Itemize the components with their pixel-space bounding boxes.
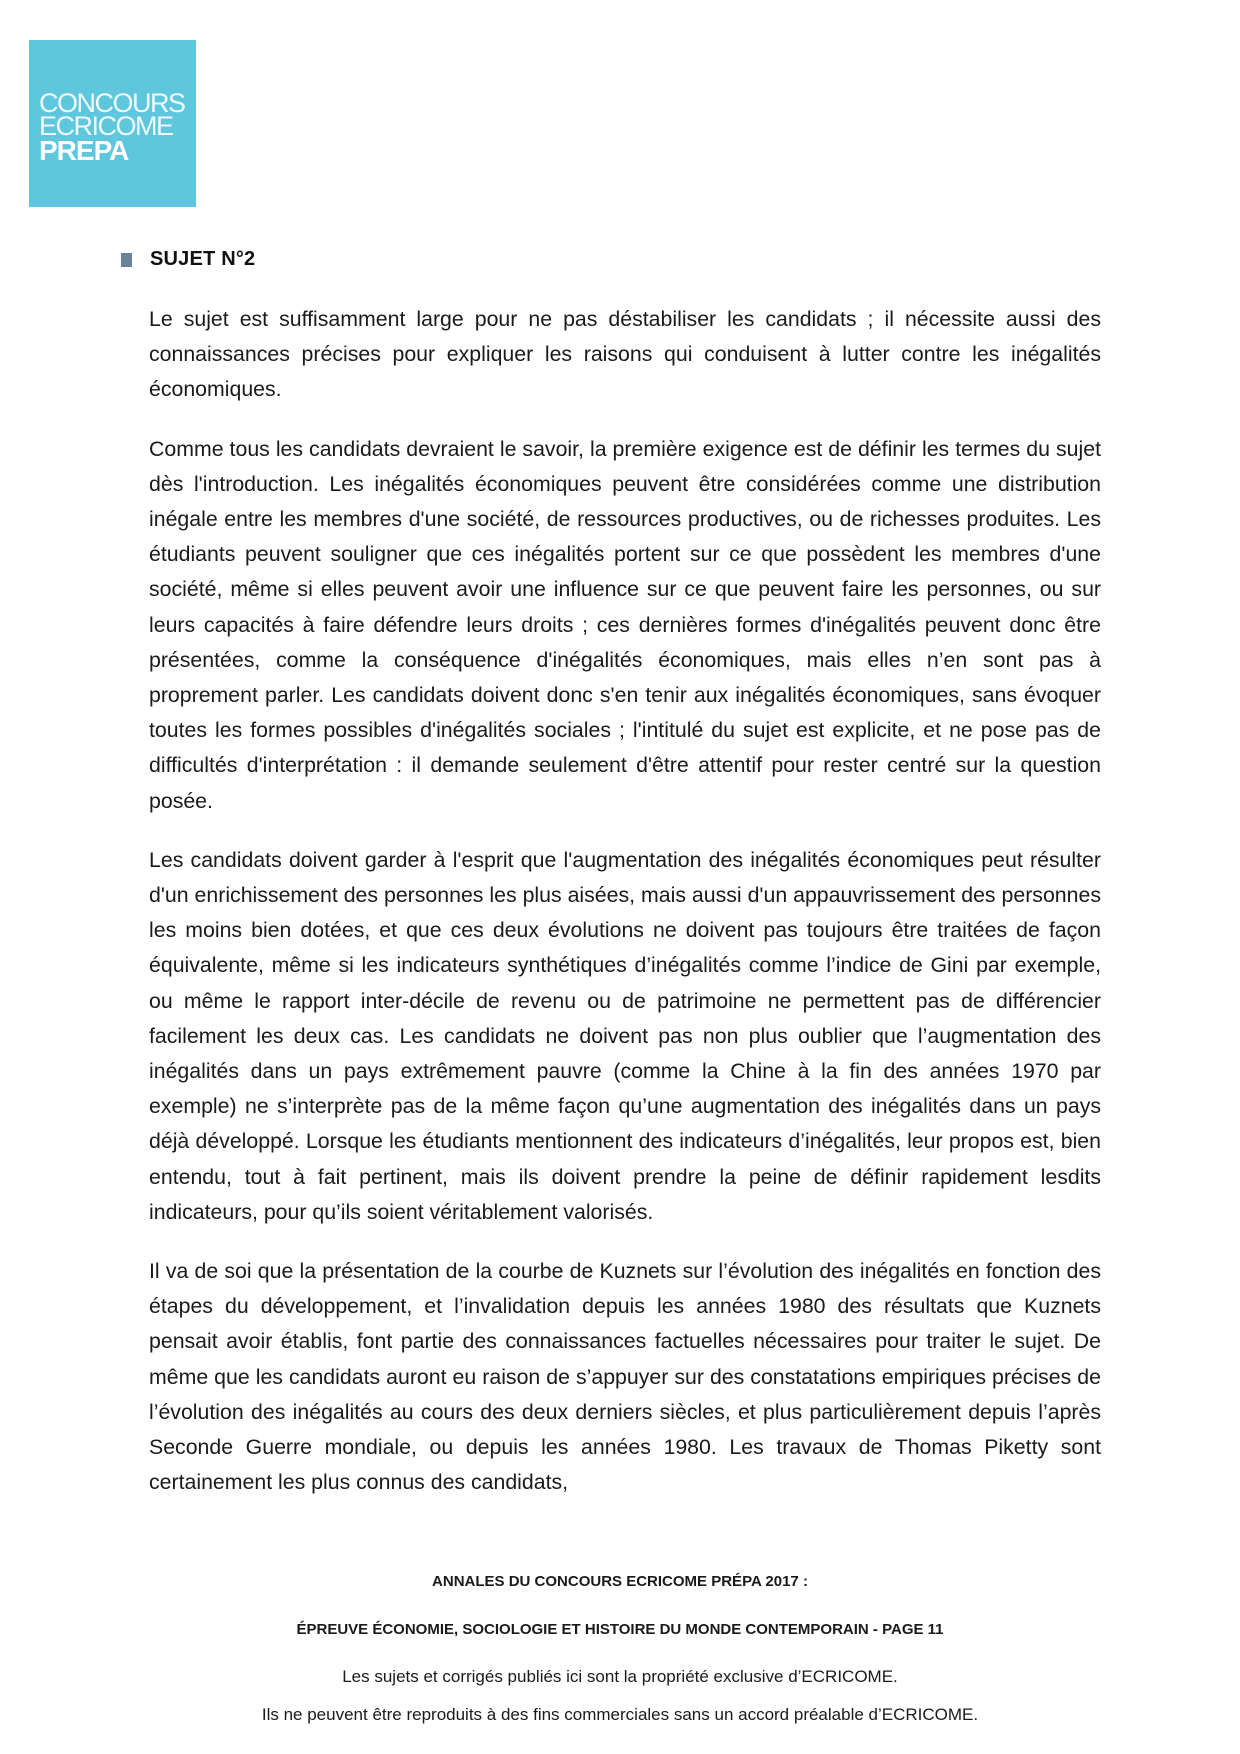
logo-text-prepa: PREPA bbox=[39, 135, 129, 166]
document-body bbox=[149, 302, 1101, 1525]
section-heading bbox=[121, 248, 255, 271]
footer-copyright: Les sujets et corrigés publiés ici sont la propriété exclusive d’ECRICOME. bbox=[342, 1667, 898, 1686]
ecricome-logo bbox=[29, 40, 196, 207]
footer-epreuve: ÉPREUVE ÉCONOMIE, SOCIOLOGIE ET HISTOIRE DU MONDE CONTEMPORAIN - PAGE 11 bbox=[296, 1621, 944, 1638]
square-bullet-icon bbox=[121, 253, 132, 267]
paragraph-definitions: Comme tous les candidats devraient le savoir, la première exigence est de définir les termes du sujet dès l'introduction. Les inégalités économiques peuvent être considérées comme une distribution inégale entre les membres d'une société, de ressources productives, ou de richesses produites. Les étudiants peuvent souligner que ces inégalités portent sur ce que possèdent les membres d'une société, même si elles peuvent avoir une influence sur ce que peuvent faire les personnes, ou sur leurs capacités à faire défendre leurs droits ; ces dernières formes d'inégalités peuvent donc être présentées, comme la conséquence d'inégalités économiques, mais elles n’en sont pas à proprement parler. Les candidats doivent donc s'en tenir aux inégalités économiques, sans évoquer toutes les formes possibles d'inégalités sociales ; l'intitulé du sujet est explicite, et ne pose pas de difficultés d'interprétation : il demande seulement d'être attentif pour rester centré sur la question posée. bbox=[149, 436, 1101, 813]
paragraph-intro: Le sujet est suffisamment large pour ne pas déstabiliser les candidats ; il nécessite aussi des connaissances précises pour expliquer les raisons qui conduisent à lutter contre les inégalités économiques. bbox=[149, 307, 1101, 402]
section-title: SUJET N°2 bbox=[150, 248, 256, 270]
logo-text-concours: CONCOURS bbox=[39, 88, 185, 118]
footer-annales: ANNALES DU CONCOURS ECRICOME PRÉPA 2017 : bbox=[432, 1573, 808, 1590]
footer-reproduction: Ils ne peuvent être reproduits à des fins commerciales sans un accord préalable d’ECRICOME. bbox=[261, 1705, 979, 1724]
logo-text-ecricome: ECRICOME bbox=[39, 111, 173, 141]
paragraph-kuznets: Il va de soi que la présentation de la courbe de Kuznets sur l’évolution des inégalités en fonction des étapes du développement, et l’invalidation depuis les années 1980 des résultats que Kuznets pensait avoir établis, font partie des connaissances factuelles nécessaires pour traiter le sujet. De même que les candidats auront eu raison de s’appuyer sur des constatations empiriques précises de l’évolution des inégalités au cours des deux derniers siècles, et plus particulièrement depuis l’après Seconde Guerre mondiale, ou depuis les années 1980. Les travaux de Thomas Piketty sont certainement les plus connus des candidats, bbox=[149, 1259, 1101, 1495]
paragraph-indicators: Les candidats doivent garder à l'esprit que l'augmentation des inégalités économiques peut résulter d'un enrichissement des personnes les plus aisées, mais aussi d'un appauvrissement des personnes les moins bien dotées, et que ces deux évolutions ne doivent pas toujours être traitées de façon équivalente, même si les indicateurs synthétiques d’inégalités comme l’indice de Gini par exemple, ou même le rapport inter-décile de revenu ou de patrimoine ne permettent pas de différencier facilement les deux cas. Les candidats ne doivent pas non plus oublier que l’augmentation des inégalités dans un pays extrêmement pauvre (comme la Chine à la fin des années 1970 par exemple) ne s’interprète pas de la même façon qu’une augmentation des inégalités dans un pays déjà développé. Lorsque les étudiants mentionnent des indicateurs d’inégalités, leur propos est, bien entendu, tout à fait pertinent, mais ils doivent prendre la peine de définir rapidement lesdits indicateurs, pour qu’ils soient véritablement valorisés. bbox=[149, 847, 1101, 1224]
